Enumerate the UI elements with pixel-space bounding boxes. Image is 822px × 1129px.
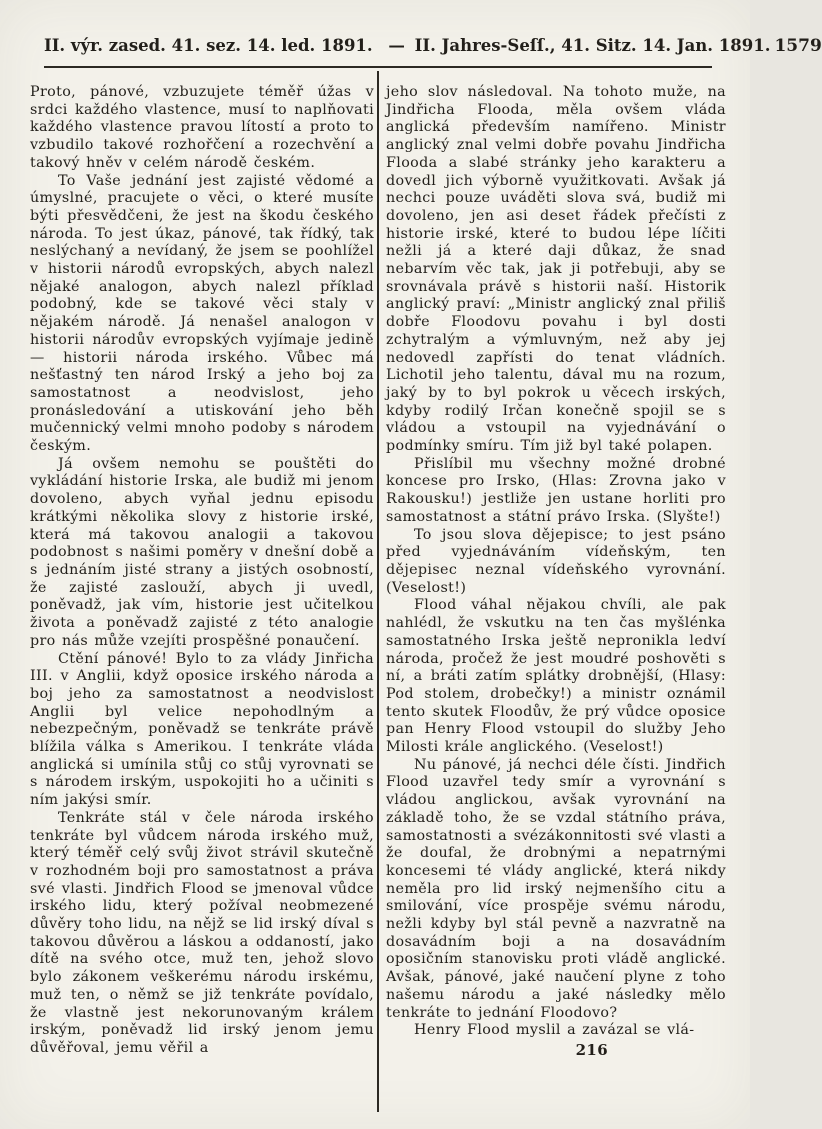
paragraph: To jsou slova dějepisce; to jest psáno před vyjednáváním vídeňským, ten dějepisec neznal vídeňského vyrovnání. (Veselost!) — [386, 526, 726, 596]
right-column — [386, 84, 726, 1060]
paragraph: To Vaše jednání jest zajisté vědomé a úmyslné, pracujete o věci, o které musíte býti přesvědčeni, že jest na škodu českého národa. To jest úkaz, pánové, tak řídký, tak neslýchaný a nevídaný, že jsem se poohlížel v historii národů evropských, abych nalezl nějaké analogon, abych nalezl příklad podobný, kde se takové věci staly v nějakém národě. Já nenašel analogon v historii národův evropských vyjímaje jedině — historii národa irského. Vůbec má nešťastný ten národ Irský a jeho boj za samostatnost a neodvislost, jeho pronásledování a utiskování jeho běh mučennický velmi mnoho podoby s národem českým. — [30, 172, 374, 455]
paragraph: jeho slov následoval. Na tohoto muže, na Jindřicha Flooda, měla ovšem vláda anglická především namířeno. Ministr anglický znal velmi dobře povahu Jindřicha Flooda a slabé stránky jeho karakteru a dovedl jich výborně využitkovati. Avšak já nechci pouze uváděti slova svá, budiž mi dovoleno, jen asi deset řádek přečísti z historie irské, které to budou lépe líčiti nežli já a které daji důkaz, že snad nebarvím věc tak, jak ji potřebuji, aby se srovnávala právě s historii naší. Historik anglický praví: „Ministr anglický znal přiliš dobře Floodovu povahu i byl dosti zchytralým a výmluvným, než aby jej nedovedl zapřísti do tenat vládních. Lichotil jeho talentu, dával mu na rozum, jaký by to byl pokrok u věcech irských, kdyby rodilý Irčan konečně spojil se s vládou a vstoupil na vyjednávání o podmínky smíru. Tím již byl také polapen. — [386, 84, 726, 455]
page-header — [44, 36, 822, 56]
page-number: 1579 — [774, 36, 822, 56]
header-separator: — — [388, 36, 405, 55]
header-session-info — [44, 36, 774, 55]
paragraph: Proto, pánové, vzbuzujete téměř úžas v srdci každého vlastence, musí to naplňovati každého vlastence pravou lítostí a proto to vzbudilo takové rozhořčení a rozechvění a takový hněv v celém národě českém. — [30, 84, 374, 171]
header-german-date: II. Jahres-Seſſ., 41. Sitz. 14. Jan. 1891. — [414, 36, 771, 55]
paragraph: Já ovšem nemohu se pouštěti do vykládání historie Irska, ale budiž mi jenom dovoleno, abych vyňal jednu episodu krátkými několika slovy z historie irské, která má takovou analogii a takovou podobnost s našimi poměry v dnešní době a s jednáním jisté strany a jistých osobností, že zajisté zaslouží, abych ji uvedl, poněvadž, jak vím, historie jest učitelkou života a poněvadž zajisté z této analogie pro nás může vzejíti prospěšné ponaučení. — [30, 455, 374, 649]
paragraph: Přislíbil mu všechny možné drobné koncese pro Irsko, (Hlas: Zrovna jako v Rakousku!) jestliže jen ustane horliti pro samostatnost a státní právo Irska. (Slyšte!) — [386, 455, 726, 525]
header-rule — [44, 66, 712, 68]
paragraph: Flood váhal nějakou chvíli, ale pak nahlédl, že vskutku na ten čas myšlénka samostatného Irska ještě nepronikla ledví národa, pročež že jest moudré poshověti s ní, a bráti zatím splátky drobnější, (Hlasy: Pod stolem, drobečky!) a ministr oznámil tento skutek Floodův, že prý vůdce oposice pan Henry Flood vstoupil do služby Jeho Milosti krále anglického. (Veselost!) — [386, 597, 726, 756]
sheet-number: 216 — [575, 1040, 608, 1059]
paragraph: Ctění pánové! Bylo to za vlády Jinřicha III. v Anglii, když oposice irského národa a boj jeho za samostatnost a neodvislost Anglii byl velice nepohodlným a nebezpečným, poněvadž se tenkráte právě blížila válka s Amerikou. I tenkráte vláda anglická si umínila stůj co stůj vyrovnati se s národem irským, uspokojiti ho a učiniti s ním jakýsi smír. — [30, 650, 374, 809]
right-column-text — [386, 84, 726, 1040]
paragraph: Henry Flood myslil a zavázal se vlá- — [414, 1022, 695, 1039]
paragraph: Nu pánové, já nechci déle čísti. Jindřich Flood uzavřel tedy smír a vyrovnání s vládou anglickou, avšak vyrovnání na základě toho, že se vzdal státního práva, samostatnosti a svézákonnitosti své vlasti a že doufal, že drobnými a nepatrnými koncesemi té vlády anglické, která nikdy neměla pro lid irský nejmenšího citu a smilování, více prospěje svému národu, nežli kdyby byl stál pevně a nazvratně na dosavádním boji a na dosavádním oposičním stanovisku proti vládě anglické. Avšak, pánové, jaké naučení plyne z toho našemu národu a jaké následky mělo tenkráte to jednání Floodovo? — [386, 756, 726, 1021]
paragraph: Tenkráte stál v čele národa irského tenkráte byl vůdcem národa irského muž, který téměř celý svůj život strávil skutečně v rozhodném boji pro samostatnost a práva své vlasti. Jindřich Flood se jmenoval vůdce irského lidu, který požíval neobmezené důvěry toho lidu, na nějž se lid irský díval s takovou důvěrou a láskou a oddaností, jako dítě na svého otce, muž ten, jehož slovo bylo zákonem veškerému národu irskému, muž ten, o němž se již tenkráte povídalo, že vlastně jest nekorunovaným králem irským, poněvadž lid irský jenom jemu důvěřoval, jemu věřil a — [30, 809, 374, 1056]
left-column — [30, 84, 374, 1058]
header-czech-date: II. výr. zased. 41. sez. 14. led. 1891. — [44, 36, 373, 55]
column-divider — [377, 71, 379, 1112]
